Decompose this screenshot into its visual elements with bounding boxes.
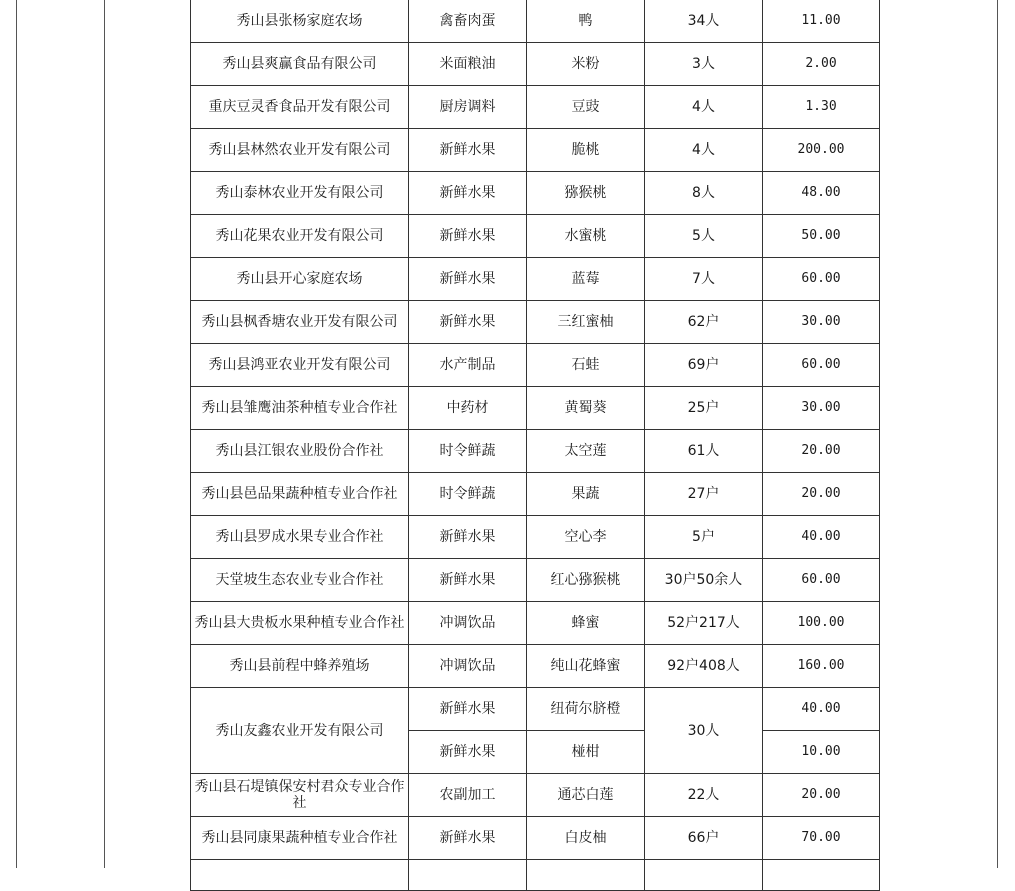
table-row [191,516,880,559]
company-name-cell: 秀山县枫香塘农业开发有限公司 [191,301,409,344]
amount-cell: 1.30 [763,86,880,129]
table-row [191,258,880,301]
amount-cell: 10.00 [763,731,880,774]
people-cell: 4人 [645,129,763,172]
page-border-left [16,0,17,868]
company-name-cell: 秀山县大贵板水果种植专业合作社 [191,602,409,645]
product-cell: 黄蜀葵 [527,387,645,430]
category-cell: 新鲜水果 [409,731,527,774]
product-cell: 脆桃 [527,129,645,172]
category-cell: 中药材 [409,387,527,430]
table-row [191,0,880,43]
people-cell: 7人 [645,258,763,301]
products-table [190,0,880,891]
category-cell: 厨房调料 [409,86,527,129]
amount-cell: 20.00 [763,473,880,516]
company-name-cell: 秀山县罗成水果专业合作社 [191,516,409,559]
people-cell: 5户 [645,516,763,559]
product-cell: 纽荷尔脐橙 [527,688,645,731]
company-name-cell: 秀山县林然农业开发有限公司 [191,129,409,172]
table-row [191,817,880,860]
category-cell: 农副加工 [409,774,527,817]
amount-cell: 160.00 [763,645,880,688]
category-cell: 新鲜水果 [409,559,527,602]
company-name-cell: 秀山县邑品果蔬种植专业合作社 [191,473,409,516]
amount-cell: 2.00 [763,43,880,86]
category-cell: 水产制品 [409,344,527,387]
company-name-cell: 天堂坡生态农业专业合作社 [191,559,409,602]
table-row [191,774,880,817]
product-cell: 蓝莓 [527,258,645,301]
empty-cell [409,860,527,891]
product-cell: 纯山花蜂蜜 [527,645,645,688]
product-cell: 石蛙 [527,344,645,387]
table-row [191,387,880,430]
category-cell: 新鲜水果 [409,258,527,301]
category-cell: 冲调饮品 [409,645,527,688]
amount-cell: 30.00 [763,301,880,344]
category-cell: 时令鲜蔬 [409,430,527,473]
amount-cell: 200.00 [763,129,880,172]
company-name-cell: 秀山花果农业开发有限公司 [191,215,409,258]
people-cell: 4人 [645,86,763,129]
product-cell: 椪柑 [527,731,645,774]
people-cell: 62户 [645,301,763,344]
product-cell: 水蜜桃 [527,215,645,258]
people-cell: 92户408人 [645,645,763,688]
table-row [191,688,880,731]
amount-cell: 60.00 [763,559,880,602]
company-name-cell: 秀山友鑫农业开发有限公司 [191,688,409,774]
people-cell: 34人 [645,0,763,43]
table-row [191,86,880,129]
table-row [191,43,880,86]
table-row [191,430,880,473]
company-name-cell: 秀山县江银农业股份合作社 [191,430,409,473]
empty-cell [645,860,763,891]
table-row [191,860,880,891]
products-table-body [191,0,880,891]
company-name-cell: 重庆豆灵香食品开发有限公司 [191,86,409,129]
people-cell: 52户217人 [645,602,763,645]
table-row [191,172,880,215]
company-name-cell: 秀山县石堤镇保安村君众专业合作社 [191,774,409,817]
category-cell: 新鲜水果 [409,817,527,860]
product-cell: 豆豉 [527,86,645,129]
amount-cell: 20.00 [763,430,880,473]
product-cell: 鸭 [527,0,645,43]
product-cell: 红心猕猴桃 [527,559,645,602]
company-name-cell: 秀山县鸿亚农业开发有限公司 [191,344,409,387]
company-name-cell: 秀山县雏鹰油茶种植专业合作社 [191,387,409,430]
amount-cell: 30.00 [763,387,880,430]
table-row [191,215,880,258]
product-cell: 猕猴桃 [527,172,645,215]
table-row [191,559,880,602]
product-cell: 米粉 [527,43,645,86]
company-name-cell: 秀山县同康果蔬种植专业合作社 [191,817,409,860]
empty-cell [763,860,880,891]
product-cell: 白皮柚 [527,817,645,860]
product-cell: 蜂蜜 [527,602,645,645]
amount-cell: 70.00 [763,817,880,860]
amount-cell: 11.00 [763,0,880,43]
product-cell: 三红蜜柚 [527,301,645,344]
table-row [191,301,880,344]
table-row [191,645,880,688]
amount-cell: 20.00 [763,774,880,817]
table-row [191,129,880,172]
company-name-cell: 秀山县爽赢食品有限公司 [191,43,409,86]
people-cell: 66户 [645,817,763,860]
amount-cell: 40.00 [763,688,880,731]
people-cell: 25户 [645,387,763,430]
people-cell: 27户 [645,473,763,516]
company-name-cell: 秀山县前程中蜂养殖场 [191,645,409,688]
category-cell: 新鲜水果 [409,688,527,731]
product-cell: 太空莲 [527,430,645,473]
table-row [191,344,880,387]
product-cell: 果蔬 [527,473,645,516]
category-cell: 禽畜肉蛋 [409,0,527,43]
empty-cell [191,860,409,891]
people-cell: 30人 [645,688,763,774]
amount-cell: 50.00 [763,215,880,258]
people-cell: 69户 [645,344,763,387]
category-cell: 新鲜水果 [409,215,527,258]
people-cell: 8人 [645,172,763,215]
category-cell: 米面粮油 [409,43,527,86]
product-cell: 通芯白莲 [527,774,645,817]
category-cell: 新鲜水果 [409,129,527,172]
amount-cell: 40.00 [763,516,880,559]
category-cell: 冲调饮品 [409,602,527,645]
amount-cell: 60.00 [763,344,880,387]
company-name-cell: 秀山县张杨家庭农场 [191,0,409,43]
category-cell: 新鲜水果 [409,172,527,215]
product-cell: 空心李 [527,516,645,559]
company-name-cell: 秀山泰林农业开发有限公司 [191,172,409,215]
people-cell: 30户50余人 [645,559,763,602]
category-cell: 新鲜水果 [409,516,527,559]
category-cell: 时令鲜蔬 [409,473,527,516]
people-cell: 22人 [645,774,763,817]
people-cell: 3人 [645,43,763,86]
amount-cell: 48.00 [763,172,880,215]
category-cell: 新鲜水果 [409,301,527,344]
amount-cell: 100.00 [763,602,880,645]
column-border-left [104,0,105,868]
people-cell: 61人 [645,430,763,473]
empty-cell [527,860,645,891]
amount-cell: 60.00 [763,258,880,301]
people-cell: 5人 [645,215,763,258]
page-border-right [997,0,998,868]
company-name-cell: 秀山县开心家庭农场 [191,258,409,301]
table-row [191,473,880,516]
table-row [191,602,880,645]
